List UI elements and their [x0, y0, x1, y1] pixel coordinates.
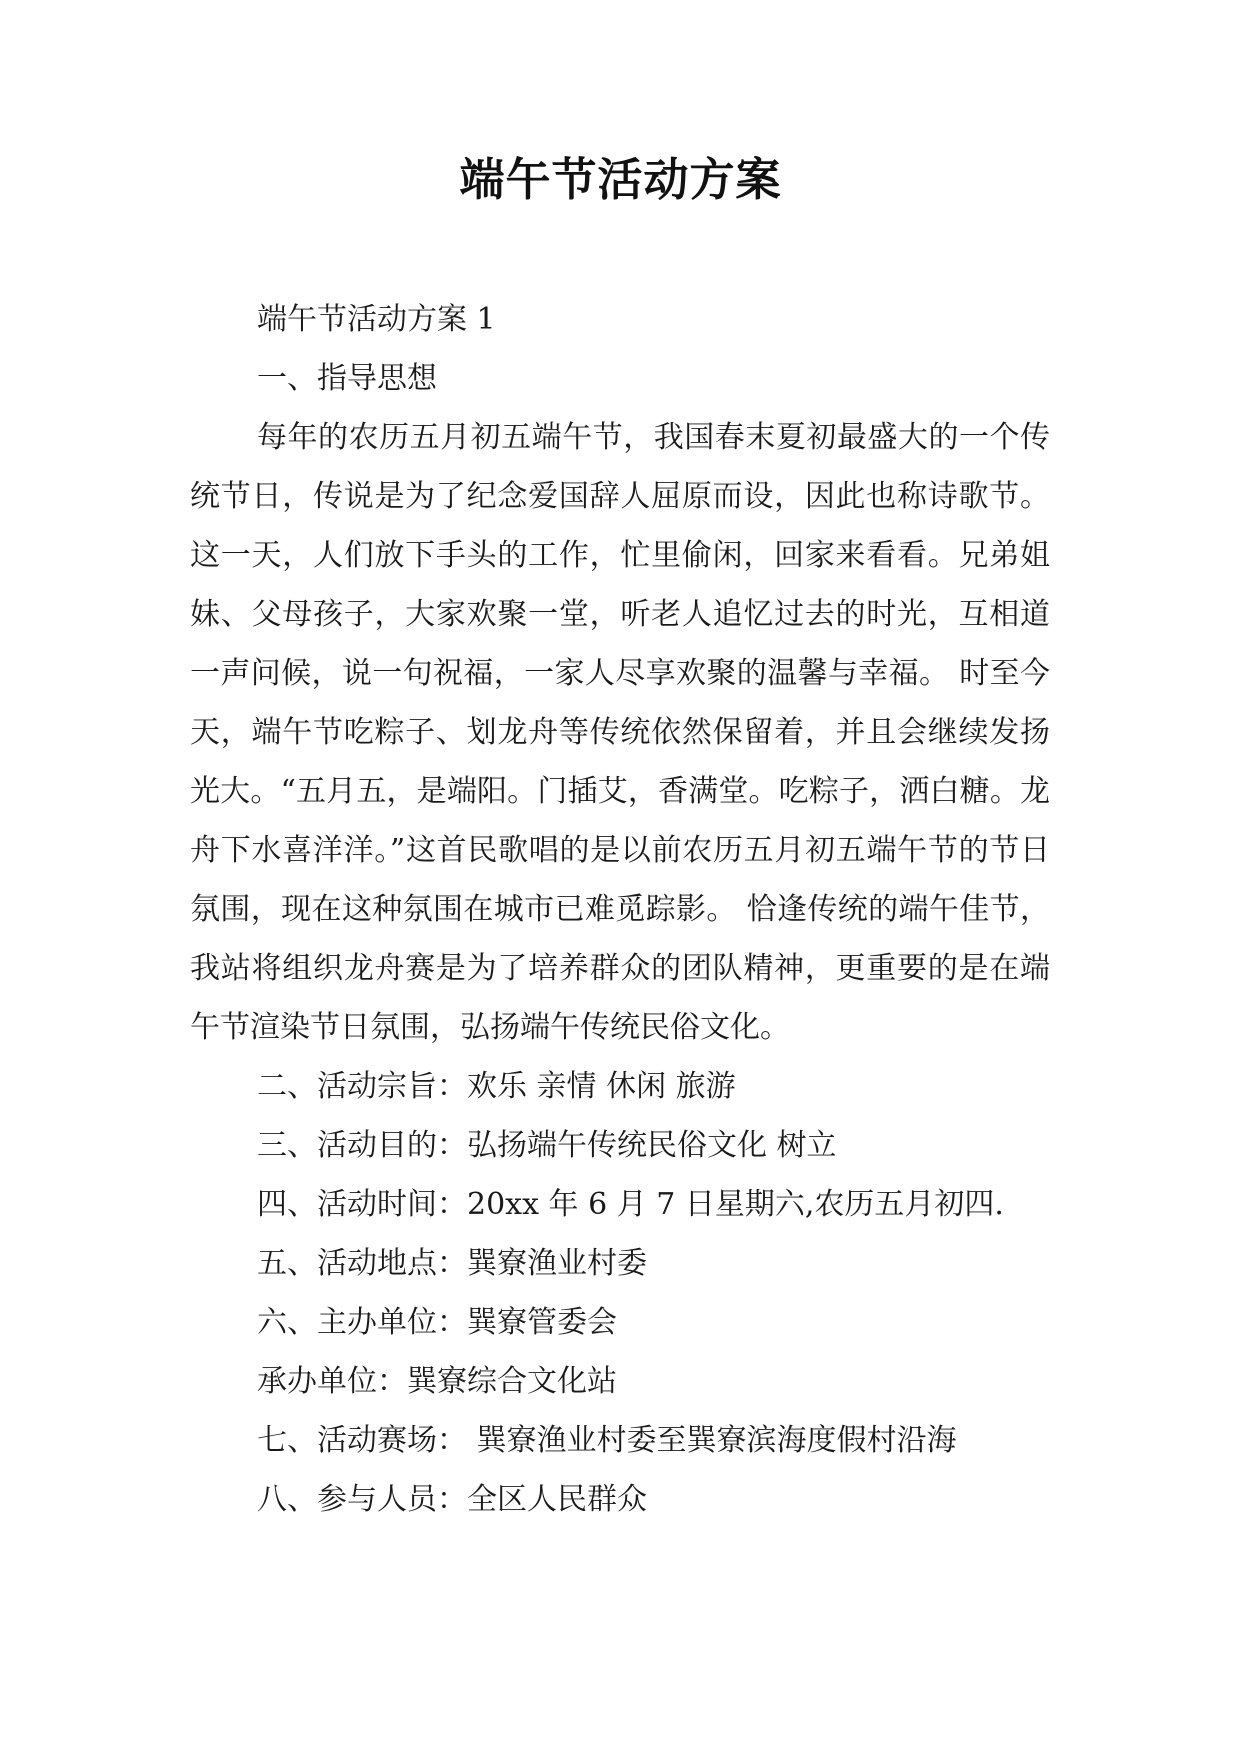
list-item-host-organization: 六、主办单位：巽寮管委会 [257, 1305, 617, 1340]
list-item-race-venue: 七、活动赛场： 巽寮渔业村委至巽寮滨海度假村沿海 [257, 1423, 957, 1458]
section-heading-guiding-ideology: 一、指导思想 [257, 361, 437, 396]
list-item-organizer: 承办单位：巽寮综合文化站 [257, 1364, 617, 1399]
plan-subtitle: 端午节活动方案 1 [257, 302, 496, 337]
document-title: 端午节活动方案 [459, 153, 782, 206]
list-item-activity-goal: 三、活动目的：弘扬端午传统民俗文化 树立 [257, 1128, 837, 1163]
guiding-ideology-paragraph: 每年的农历五月初五端午节，我国春末夏初最盛大的一个传统节日，传说是为了纪念爱国辞人屈原而设，因此也称诗歌节。 这一天，人们放下手头的工作，忙里偷闲，回家来看看。兄弟姐妹、父母孩子，大家欢聚一堂，听老人追忆过去的时光，互相道一声问候，说一句祝福，一家人尽享欢聚的温馨与幸福。 时至今天，端午节吃粽子、划龙舟等传统依然保留着，并且会继续发扬光大。“五月五，是端阳。门插艾，香满堂。吃粽子，洒白糖。龙舟下水喜洋洋。”这首民歌唱的是以前农历五月初五端午节的节日氛围，现在这种氛围在城市已难觅踪影。 恰逢传统的端午佳节，我站将组织龙舟赛是为了培养群众的团队精神，更重要的是在端午节渲染节日氛围，弘扬端午传统民俗文化。 [190, 420, 1050, 1045]
list-item-activity-location: 五、活动地点：巽寮渔业村委 [257, 1246, 647, 1281]
list-item-participants: 八、参与人员：全区人民群众 [257, 1482, 647, 1517]
list-item-activity-purpose: 二、活动宗旨：欢乐 亲情 休闲 旅游 [257, 1069, 736, 1104]
document-body [190, 290, 1060, 1529]
list-item-activity-time: 四、活动时间：20xx 年 6 月 7 日星期六,农历五月初四. [257, 1187, 1004, 1222]
